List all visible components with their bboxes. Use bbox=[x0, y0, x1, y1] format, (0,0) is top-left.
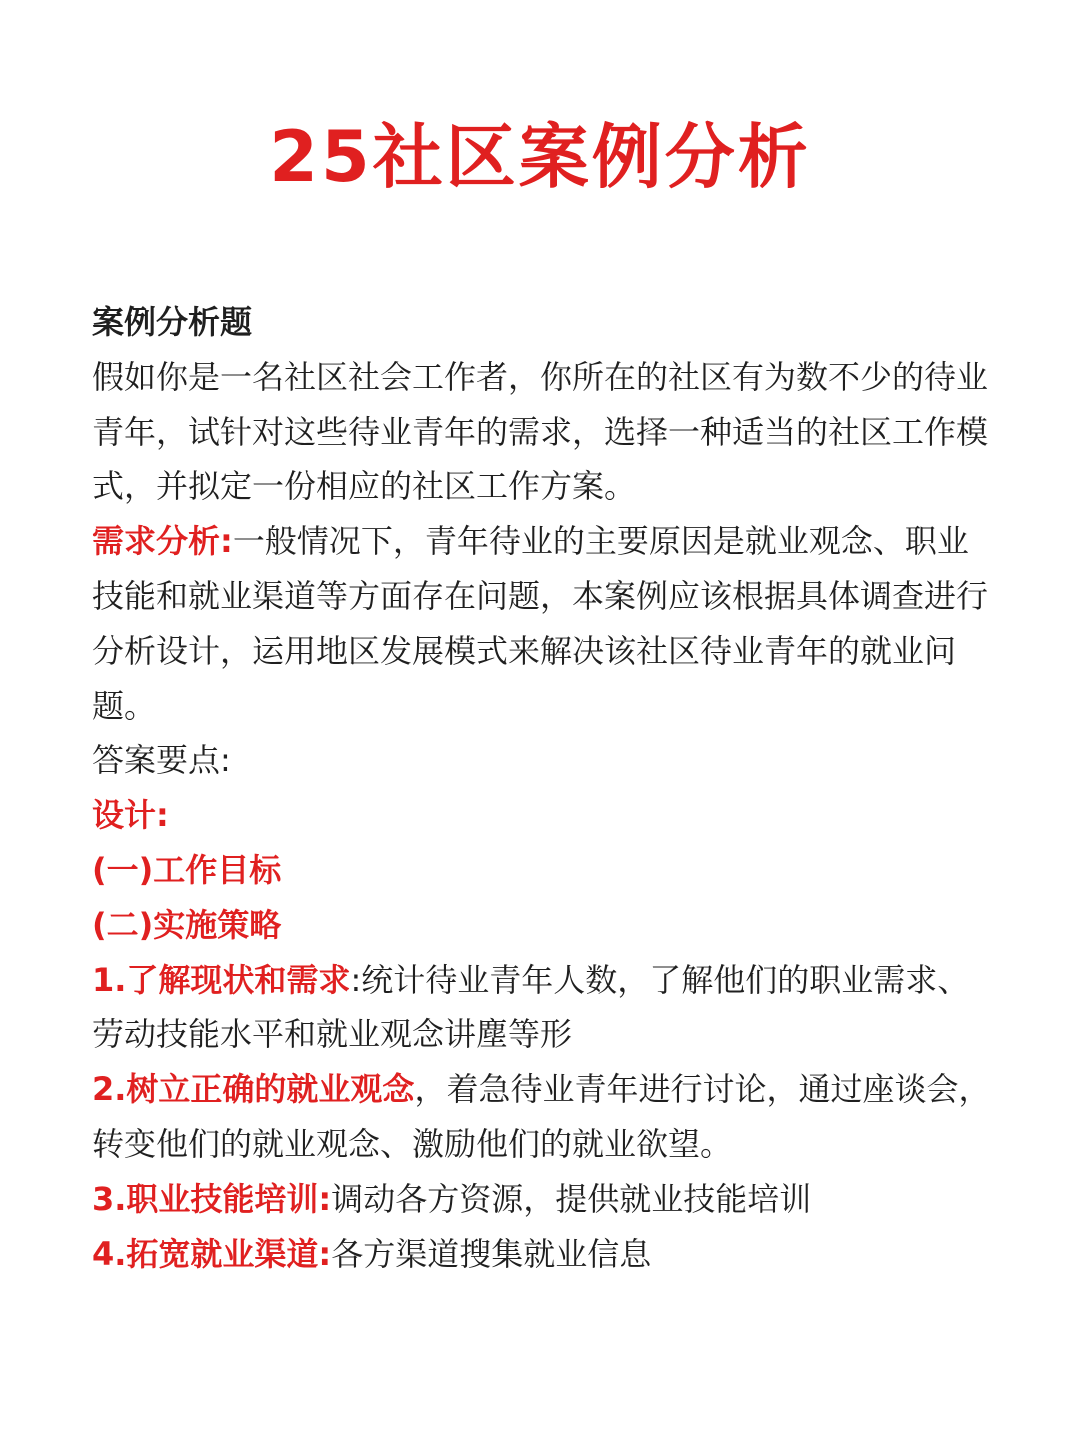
step-item bbox=[92, 1172, 997, 1227]
needs-analysis-text: 一般情况下，青年待业的主要原因是就业观念、职业技能和就业渠道等方面存在问题，本案例应该根据具体调查进行分析设计，运用地区发展模式来解决该社区待业青年的就业问题。 bbox=[92, 522, 989, 725]
question-heading: 案例分析题 bbox=[92, 303, 253, 341]
step-label: 2.树立正确的就业观念 bbox=[92, 1070, 415, 1109]
step-text: :统计待业青年人数，了解他们的职业需求、劳动技能水平和就业观念讲塵等形 bbox=[92, 960, 970, 1054]
page-title: 25社区案例分析 bbox=[269, 116, 811, 198]
step-item bbox=[92, 1062, 997, 1172]
step-text: ，着急待业青年进行讨论，通过座谈会，转变他们的就业观念、激励他们的就业欲望。 bbox=[92, 1070, 991, 1163]
design-label: 设计: bbox=[92, 796, 169, 835]
needs-analysis-label: 需求分析: bbox=[92, 522, 233, 561]
article-body bbox=[92, 295, 997, 1281]
step-text: 调动各方资源，提供就业技能培训 bbox=[331, 1179, 812, 1218]
answer-points-label: 答案要点: bbox=[92, 741, 231, 780]
design-goal: (一)工作目标 bbox=[92, 850, 282, 889]
step-item bbox=[92, 953, 997, 1063]
needs-analysis bbox=[92, 514, 997, 733]
step-text: 各方渠道搜集就业信息 bbox=[331, 1234, 652, 1273]
step-item bbox=[92, 1227, 997, 1282]
design-strategy: (二)实施策略 bbox=[92, 905, 282, 944]
step-label: 1.了解现状和需求 bbox=[92, 960, 351, 999]
question-text: 假如你是一名社区社会工作者，你所在的社区有为数不少的待业青年，试针对这些待业青年的需求，选择一种适当的社区工作模式，并拟定一份相应的社区工作方案。 bbox=[92, 357, 989, 506]
step-label: 3.职业技能培训: bbox=[92, 1179, 332, 1218]
step-label: 4.拓宽就业渠道: bbox=[92, 1234, 332, 1273]
